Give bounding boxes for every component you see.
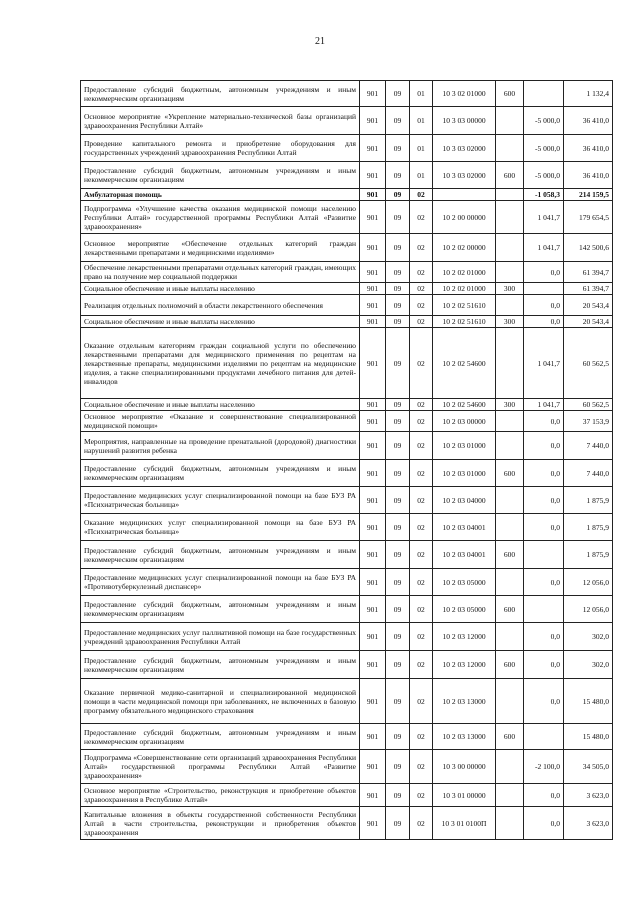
ministry-code: 901 [360,107,386,135]
ministry-code: 901 [360,432,386,460]
section-code: 09 [386,541,410,569]
table-row [81,724,613,750]
table-row [81,784,613,807]
expense-type-code [496,514,524,541]
row-name: Оказание медицинских услуг специализированной помощи на базе БУЗ РА «Психиатрическая больница» [81,514,360,541]
table-row [81,596,613,623]
ministry-code: 901 [360,784,386,807]
ministry-code: 901 [360,81,386,107]
row-name: Оказание отдельным категориям граждан социальной услуги по обеспечению лекарственными препаратами для медицинского применения по рецептам на лекарственные препараты, медицинскими изделиями по рецептам на медицинские изделия, а также специализированными продуктами лечебного питания для детей-инвалидов [81,328,360,399]
row-name: Амбулаторная помощь [81,189,360,201]
table-row [81,807,613,840]
target-article-code: 10 2 02 01000 [433,283,496,295]
change-amount [524,541,564,569]
row-name: Мероприятия, направленные на проведение пренатальной (дородовой) диагностики нарушений развития ребенка [81,432,360,460]
expense-type-code: 300 [496,316,524,328]
section-code: 09 [386,328,410,399]
section-code: 09 [386,399,410,411]
ministry-code: 901 [360,328,386,399]
row-name: Социальное обеспечение и иные выплаты населению [81,283,360,295]
table-row [81,750,613,784]
row-name: Предоставление субсидий бюджетным, автономным учреждениям и иным некоммерческим организациям [81,596,360,623]
ministry-code: 901 [360,316,386,328]
expense-type-code [496,623,524,651]
change-amount: 0,0 [524,807,564,840]
row-name: Оказание первичной медико-санитарной и специализированной медицинской помощи в части медицинской помощи при заболеваниях, не включенных в базовую программу обязательного медицинского страхования [81,679,360,724]
expense-type-code [496,295,524,316]
subsection-code: 02 [410,541,433,569]
table-row [81,81,613,107]
table-row [81,162,613,189]
expense-type-code: 600 [496,162,524,189]
expense-type-code [496,487,524,514]
expense-type-code: 600 [496,81,524,107]
row-name: Подпрограмма «Совершенствование сети организаций здравоохранения Республики Алтай» государственной программы Республики Алтай «Развитие здравоохранения» [81,750,360,784]
expense-type-code [496,807,524,840]
total-amount: 36 410,0 [564,135,613,162]
expense-type-code [496,234,524,262]
table-row [81,135,613,162]
target-article-code: 10 2 03 05000 [433,596,496,623]
section-code: 09 [386,514,410,541]
subsection-code: 02 [410,316,433,328]
total-amount: 7 440,0 [564,460,613,487]
subsection-code: 02 [410,432,433,460]
subsection-code: 02 [410,460,433,487]
subsection-code: 02 [410,679,433,724]
expense-type-code: 600 [496,541,524,569]
row-name: Реализация отдельных полномочий в области лекарственного обеспечения [81,295,360,316]
section-code: 09 [386,316,410,328]
row-name: Предоставление медицинских услуг специализированной помощи на базе БУЗ РА «Противотуберкулезный диспансер» [81,569,360,596]
change-amount: -5 000,0 [524,135,564,162]
ministry-code: 901 [360,514,386,541]
total-amount: 61 394,7 [564,262,613,283]
table-row [81,316,613,328]
section-code: 09 [386,487,410,514]
row-name: Предоставление субсидий бюджетным, автономным учреждениям и иным некоммерческим организациям [81,81,360,107]
subsection-code: 01 [410,135,433,162]
change-amount: -2 100,0 [524,750,564,784]
subsection-code: 02 [410,651,433,679]
section-code: 09 [386,596,410,623]
ministry-code: 901 [360,262,386,283]
total-amount: 36 410,0 [564,162,613,189]
ministry-code: 901 [360,541,386,569]
change-amount [524,283,564,295]
total-amount: 60 562,5 [564,399,613,411]
target-article-code: 10 3 01 0100П [433,807,496,840]
table-row [81,569,613,596]
change-amount: 0,0 [524,460,564,487]
row-name: Предоставление субсидий бюджетным, автономным учреждениям и иным некоммерческим организациям [81,651,360,679]
change-amount: -5 000,0 [524,162,564,189]
row-name: Подпрограмма «Улучшение качества оказания медицинской помощи населению Республики Алтай» государственной программы Республики Алтай «Развитие здравоохранения» [81,201,360,234]
table-row [81,262,613,283]
table-row [81,399,613,411]
table-row [81,234,613,262]
total-amount: 12 056,0 [564,569,613,596]
table-row [81,541,613,569]
subsection-code: 02 [410,262,433,283]
total-amount: 142 500,6 [564,234,613,262]
section-code: 09 [386,623,410,651]
total-amount: 15 480,0 [564,679,613,724]
total-amount: 179 654,5 [564,201,613,234]
subsection-code: 02 [410,514,433,541]
ministry-code: 901 [360,234,386,262]
change-amount [524,596,564,623]
ministry-code: 901 [360,189,386,201]
target-article-code: 10 2 00 00000 [433,201,496,234]
row-name: Предоставление медицинских услуг паллиативной помощи на базе государственных учреждений здравоохранения Республики Алтай [81,623,360,651]
budget-table [80,80,613,840]
expense-type-code [496,262,524,283]
section-code: 09 [386,784,410,807]
row-name: Основное мероприятие «Оказание и совершенствование специализированной медицинской помощи» [81,411,360,432]
section-code: 09 [386,411,410,432]
expense-type-code [496,107,524,135]
change-amount: 1 041,7 [524,234,564,262]
table-row [81,201,613,234]
target-article-code: 10 2 02 54600 [433,328,496,399]
subsection-code: 01 [410,107,433,135]
ministry-code: 901 [360,596,386,623]
section-code: 09 [386,162,410,189]
ministry-code: 901 [360,623,386,651]
change-amount: 1 041,7 [524,399,564,411]
change-amount: 1 041,7 [524,328,564,399]
change-amount: -5 000,0 [524,107,564,135]
table-row [81,107,613,135]
target-article-code: 10 2 02 51610 [433,316,496,328]
ministry-code: 901 [360,411,386,432]
row-name: Предоставление субсидий бюджетным, автономным учреждениям и иным некоммерческим организациям [81,541,360,569]
ministry-code: 901 [360,807,386,840]
target-article-code: 10 2 03 05000 [433,569,496,596]
subsection-code: 02 [410,411,433,432]
section-code: 09 [386,189,410,201]
section-code: 09 [386,432,410,460]
change-amount: 0,0 [524,262,564,283]
total-amount: 60 562,5 [564,328,613,399]
ministry-code: 901 [360,750,386,784]
change-amount: 0,0 [524,569,564,596]
expense-type-code [496,750,524,784]
subsection-code: 02 [410,487,433,514]
table-row [81,460,613,487]
row-name: Предоставление субсидий бюджетным, автономным учреждениям и иным некоммерческим организациям [81,724,360,750]
section-code: 09 [386,460,410,487]
total-amount: 12 056,0 [564,596,613,623]
change-amount: 0,0 [524,316,564,328]
ministry-code: 901 [360,399,386,411]
expense-type-code [496,569,524,596]
section-code: 09 [386,201,410,234]
target-article-code [433,189,496,201]
target-article-code: 10 2 03 01000 [433,460,496,487]
row-name: Предоставление субсидий бюджетным, автономным учреждениям и иным некоммерческим организациям [81,460,360,487]
target-article-code: 10 2 03 13000 [433,724,496,750]
page-number: 21 [315,36,325,47]
target-article-code: 10 2 03 12000 [433,651,496,679]
section-code: 09 [386,107,410,135]
section-code: 09 [386,135,410,162]
total-amount: 61 394,7 [564,283,613,295]
target-article-code: 10 3 00 00000 [433,750,496,784]
expense-type-code [496,679,524,724]
ministry-code: 901 [360,162,386,189]
target-article-code: 10 3 03 02000 [433,162,496,189]
expense-type-code: 300 [496,283,524,295]
section-code: 09 [386,724,410,750]
ministry-code: 901 [360,460,386,487]
subsection-code: 02 [410,569,433,596]
expense-type-code: 600 [496,596,524,623]
total-amount: 3 623,0 [564,807,613,840]
change-amount: 0,0 [524,487,564,514]
section-code: 09 [386,262,410,283]
budget-table-body [81,81,613,840]
row-name: Капитальные вложения в объекты государственной собственности Республики Алтай в части строительства, реконструкции и приобретения объектов здравоохранения [81,807,360,840]
target-article-code: 10 2 03 04000 [433,487,496,514]
total-amount: 20 543,4 [564,295,613,316]
row-name: Основное мероприятие «Укрепление материально-технической базы организаций здравоохранения Республики Алтай» [81,107,360,135]
total-amount: 1 875,9 [564,514,613,541]
ministry-code: 901 [360,201,386,234]
expense-type-code [496,432,524,460]
change-amount: 0,0 [524,295,564,316]
ministry-code: 901 [360,295,386,316]
subsection-code: 02 [410,283,433,295]
target-article-code: 10 2 02 54600 [433,399,496,411]
subsection-code: 01 [410,162,433,189]
section-code: 09 [386,750,410,784]
change-amount [524,724,564,750]
change-amount: 0,0 [524,514,564,541]
total-amount: 20 543,4 [564,316,613,328]
subsection-code: 02 [410,201,433,234]
total-amount: 36 410,0 [564,107,613,135]
change-amount [524,81,564,107]
expense-type-code: 300 [496,399,524,411]
subsection-code: 02 [410,596,433,623]
subsection-code: 02 [410,295,433,316]
target-article-code: 10 2 03 04001 [433,514,496,541]
subsection-code: 02 [410,784,433,807]
ministry-code: 901 [360,569,386,596]
target-article-code: 10 2 03 04001 [433,541,496,569]
table-row [81,189,613,201]
target-article-code: 10 2 03 12000 [433,623,496,651]
total-amount: 1 875,9 [564,541,613,569]
row-name: Основное мероприятие «Строительство, реконструкция и приобретение объектов здравоохранения в Республике Алтай» [81,784,360,807]
expense-type-code [496,328,524,399]
table-row [81,295,613,316]
change-amount: 0,0 [524,432,564,460]
total-amount: 34 505,0 [564,750,613,784]
target-article-code: 10 2 02 51610 [433,295,496,316]
target-article-code: 10 3 02 01000 [433,81,496,107]
ministry-code: 901 [360,679,386,724]
expense-type-code [496,135,524,162]
ministry-code: 901 [360,487,386,514]
row-name: Социальное обеспечение и иные выплаты населению [81,399,360,411]
total-amount: 214 159,5 [564,189,613,201]
ministry-code: 901 [360,651,386,679]
target-article-code: 10 2 02 00000 [433,234,496,262]
ministry-code: 901 [360,283,386,295]
target-article-code: 10 3 03 00000 [433,107,496,135]
total-amount: 302,0 [564,623,613,651]
expense-type-code: 600 [496,460,524,487]
table-row [81,623,613,651]
total-amount: 1 875,9 [564,487,613,514]
subsection-code: 02 [410,750,433,784]
expense-type-code [496,189,524,201]
expense-type-code [496,784,524,807]
subsection-code: 02 [410,328,433,399]
change-amount: 1 041,7 [524,201,564,234]
change-amount: 0,0 [524,623,564,651]
row-name: Предоставление субсидий бюджетным, автономным учреждениям и иным некоммерческим организациям [81,162,360,189]
change-amount: 0,0 [524,784,564,807]
row-name: Предоставление медицинских услуг специализированной помощи на базе БУЗ РА «Психиатрическая больница» [81,487,360,514]
table-row [81,487,613,514]
target-article-code: 10 2 03 01000 [433,432,496,460]
target-article-code: 10 2 03 13000 [433,679,496,724]
target-article-code: 10 2 02 01000 [433,262,496,283]
target-article-code: 10 2 03 00000 [433,411,496,432]
row-name: Социальное обеспечение и иные выплаты населению [81,316,360,328]
table-row [81,328,613,399]
total-amount: 3 623,0 [564,784,613,807]
subsection-code: 02 [410,724,433,750]
expense-type-code: 600 [496,651,524,679]
change-amount: 0,0 [524,411,564,432]
table-row [81,283,613,295]
ministry-code: 901 [360,724,386,750]
section-code: 09 [386,651,410,679]
section-code: 09 [386,807,410,840]
expense-type-code [496,411,524,432]
subsection-code: 02 [410,234,433,262]
subsection-code: 02 [410,189,433,201]
section-code: 09 [386,81,410,107]
total-amount: 1 132,4 [564,81,613,107]
subsection-code: 02 [410,623,433,651]
expense-type-code: 600 [496,724,524,750]
table-row [81,651,613,679]
table-row [81,411,613,432]
ministry-code: 901 [360,135,386,162]
subsection-code: 02 [410,807,433,840]
expense-type-code [496,201,524,234]
total-amount: 37 153,9 [564,411,613,432]
total-amount: 15 480,0 [564,724,613,750]
section-code: 09 [386,569,410,596]
table-row [81,432,613,460]
change-amount: 0,0 [524,651,564,679]
total-amount: 302,0 [564,651,613,679]
section-code: 09 [386,679,410,724]
table-row [81,679,613,724]
change-amount: -1 058,3 [524,189,564,201]
section-code: 09 [386,295,410,316]
total-amount: 7 440,0 [564,432,613,460]
row-name: Проведение капитального ремонта и приобретение оборудования для государственных учреждений здравоохранения Республики Алтай [81,135,360,162]
row-name: Основное мероприятие «Обеспечение отдельных категорий граждан лекарственными препаратами и медицинскими изделиями» [81,234,360,262]
target-article-code: 10 3 01 00000 [433,784,496,807]
subsection-code: 02 [410,399,433,411]
table-row [81,514,613,541]
row-name: Обеспечение лекарственными препаратами отдельных категорий граждан, имеющих право на получение мер социальной поддержки [81,262,360,283]
subsection-code: 01 [410,81,433,107]
change-amount: 0,0 [524,679,564,724]
section-code: 09 [386,234,410,262]
section-code: 09 [386,283,410,295]
target-article-code: 10 3 03 02000 [433,135,496,162]
